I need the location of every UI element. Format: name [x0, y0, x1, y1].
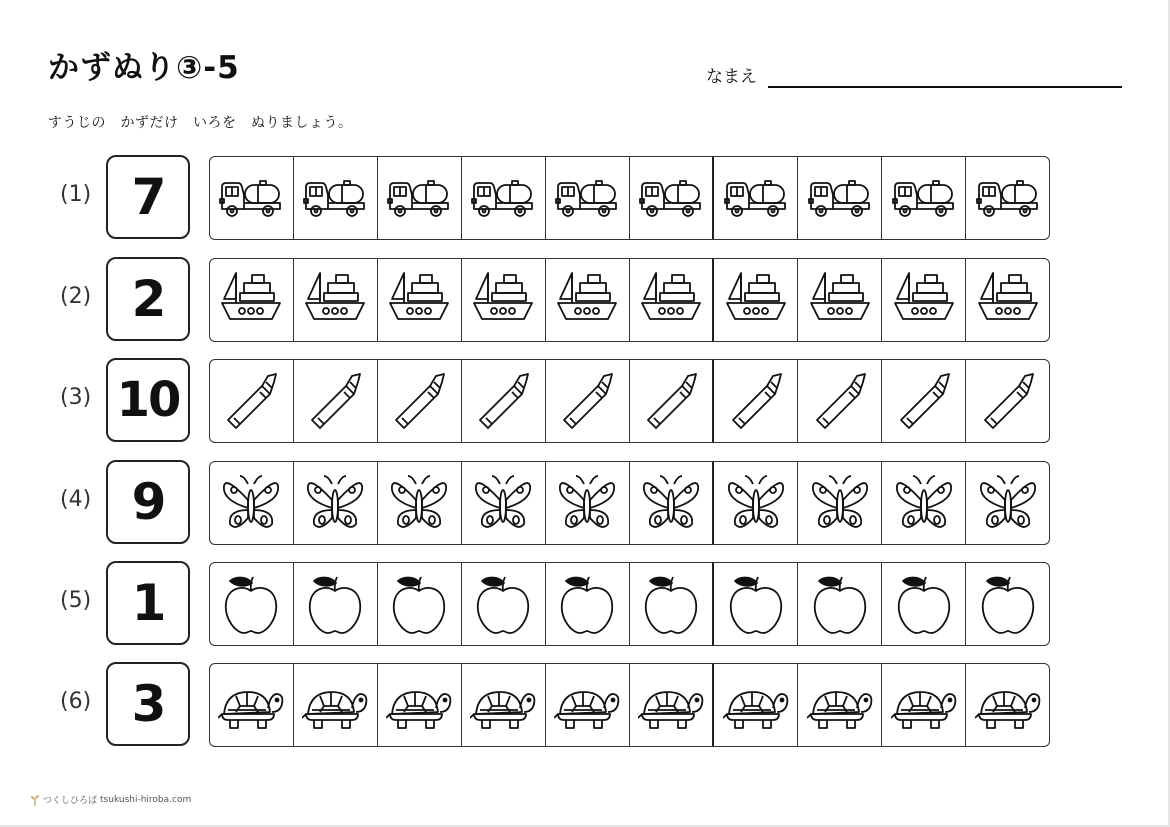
turtle-icon — [807, 672, 873, 738]
color-cell[interactable] — [462, 360, 546, 442]
instruction-text: すうじの かずだけ いろを ぬりましょう。 — [48, 115, 353, 131]
turtle-icon — [554, 672, 620, 738]
exercise-row — [0, 460, 1170, 546]
color-cell[interactable] — [378, 462, 462, 544]
turtle-icon — [470, 672, 536, 738]
tanker-truck-icon — [554, 165, 620, 231]
exercise-row — [0, 155, 1170, 241]
crayon-icon — [386, 368, 452, 434]
color-cell[interactable] — [462, 462, 546, 544]
butterfly-icon — [975, 470, 1041, 536]
apple-icon — [807, 571, 873, 637]
apple-icon — [638, 571, 704, 637]
color-cell[interactable] — [462, 563, 546, 645]
color-cell[interactable] — [798, 462, 882, 544]
color-cell[interactable] — [630, 462, 715, 544]
target-number-box: 1 — [106, 561, 190, 645]
color-cell[interactable] — [714, 664, 798, 746]
ship-icon — [470, 267, 536, 333]
color-cell[interactable] — [378, 664, 462, 746]
picture-cells — [209, 258, 1050, 342]
butterfly-icon — [638, 470, 704, 536]
color-cell[interactable] — [294, 259, 378, 341]
turtle-icon — [638, 672, 704, 738]
color-cell[interactable] — [378, 259, 462, 341]
apple-icon — [386, 571, 452, 637]
color-cell[interactable] — [546, 360, 630, 442]
color-cell[interactable] — [882, 360, 966, 442]
color-cell[interactable] — [882, 563, 966, 645]
crayon-icon — [302, 368, 368, 434]
color-cell[interactable] — [210, 157, 294, 239]
question-label: (2) — [60, 284, 92, 309]
ship-icon — [975, 267, 1041, 333]
target-number-box: 9 — [106, 460, 190, 544]
color-cell[interactable] — [966, 259, 1049, 341]
color-cell[interactable] — [630, 259, 715, 341]
apple-icon — [302, 571, 368, 637]
color-cell[interactable] — [966, 360, 1049, 442]
picture-cells — [209, 359, 1050, 443]
butterfly-icon — [218, 470, 284, 536]
color-cell[interactable] — [882, 664, 966, 746]
tanker-truck-icon — [218, 165, 284, 231]
color-cell[interactable] — [798, 563, 882, 645]
crayon-icon — [975, 368, 1041, 434]
apple-icon — [891, 571, 957, 637]
butterfly-icon — [386, 470, 452, 536]
tanker-truck-icon — [386, 165, 452, 231]
question-label: (5) — [60, 588, 92, 613]
color-cell[interactable] — [210, 360, 294, 442]
crayon-icon — [470, 368, 536, 434]
butterfly-icon — [470, 470, 536, 536]
color-cell[interactable] — [714, 157, 798, 239]
color-cell[interactable] — [546, 664, 630, 746]
ship-icon — [638, 267, 704, 333]
tanker-truck-icon — [891, 165, 957, 231]
color-cell[interactable] — [966, 462, 1049, 544]
color-cell[interactable] — [714, 259, 798, 341]
exercise-row — [0, 358, 1170, 444]
footer — [30, 793, 191, 806]
color-cell[interactable] — [546, 157, 630, 239]
ship-icon — [218, 267, 284, 333]
color-cell[interactable] — [966, 664, 1049, 746]
ship-icon — [807, 267, 873, 333]
turtle-icon — [218, 672, 284, 738]
picture-cells — [209, 663, 1050, 747]
color-cell[interactable] — [630, 664, 715, 746]
tanker-truck-icon — [638, 165, 704, 231]
color-cell[interactable] — [714, 360, 798, 442]
target-number-box: 3 — [106, 662, 190, 746]
target-number-box: 2 — [106, 257, 190, 341]
color-cell[interactable] — [882, 259, 966, 341]
question-label: (3) — [60, 385, 92, 410]
crayon-icon — [638, 368, 704, 434]
ship-icon — [723, 267, 789, 333]
name-write-line[interactable] — [768, 86, 1122, 88]
crayon-icon — [807, 368, 873, 434]
color-cell[interactable] — [630, 157, 715, 239]
target-number-box: 7 — [106, 155, 190, 239]
color-cell[interactable] — [210, 259, 294, 341]
crayon-icon — [891, 368, 957, 434]
color-cell[interactable] — [798, 664, 882, 746]
color-cell[interactable] — [210, 563, 294, 645]
color-cell[interactable] — [294, 360, 378, 442]
question-label: (4) — [60, 487, 92, 512]
color-cell[interactable] — [882, 157, 966, 239]
color-cell[interactable] — [882, 462, 966, 544]
sprout-logo-icon — [30, 794, 40, 806]
tanker-truck-icon — [723, 165, 789, 231]
color-cell[interactable] — [714, 462, 798, 544]
apple-icon — [975, 571, 1041, 637]
exercise-row — [0, 662, 1170, 748]
color-cell[interactable] — [798, 157, 882, 239]
color-cell[interactable] — [294, 664, 378, 746]
tanker-truck-icon — [975, 165, 1041, 231]
color-cell[interactable] — [210, 664, 294, 746]
color-cell[interactable] — [546, 259, 630, 341]
butterfly-icon — [302, 470, 368, 536]
turtle-icon — [975, 672, 1041, 738]
name-area — [706, 60, 1122, 90]
color-cell[interactable] — [462, 259, 546, 341]
butterfly-icon — [554, 470, 620, 536]
exercise-row — [0, 257, 1170, 343]
picture-cells — [209, 461, 1050, 545]
footer-site: tsukushi-hiroba.com — [100, 794, 192, 805]
color-cell[interactable] — [294, 563, 378, 645]
color-cell[interactable] — [714, 563, 798, 645]
footer-brand: つくしひろば — [43, 796, 98, 806]
butterfly-icon — [891, 470, 957, 536]
apple-icon — [723, 571, 789, 637]
color-cell[interactable] — [462, 664, 546, 746]
apple-icon — [470, 571, 536, 637]
color-cell[interactable] — [210, 462, 294, 544]
color-cell[interactable] — [378, 563, 462, 645]
color-cell[interactable] — [462, 157, 546, 239]
picture-cells — [209, 156, 1050, 240]
color-cell[interactable] — [294, 462, 378, 544]
crayon-icon — [218, 368, 284, 434]
question-label: (6) — [60, 689, 92, 714]
worksheet-title: かずぬり③-5 — [48, 50, 240, 86]
color-cell[interactable] — [630, 563, 715, 645]
target-number-box: 10 — [106, 358, 190, 442]
color-cell[interactable] — [378, 360, 462, 442]
color-cell[interactable] — [630, 360, 715, 442]
picture-cells — [209, 562, 1050, 646]
ship-icon — [386, 267, 452, 333]
color-cell[interactable] — [546, 462, 630, 544]
ship-icon — [302, 267, 368, 333]
crayon-icon — [554, 368, 620, 434]
tanker-truck-icon — [807, 165, 873, 231]
turtle-icon — [723, 672, 789, 738]
apple-icon — [218, 571, 284, 637]
color-cell[interactable] — [798, 360, 882, 442]
ship-icon — [891, 267, 957, 333]
color-cell[interactable] — [378, 157, 462, 239]
color-cell[interactable] — [966, 157, 1049, 239]
question-label: (1) — [60, 182, 92, 207]
turtle-icon — [891, 672, 957, 738]
crayon-icon — [723, 368, 789, 434]
color-cell[interactable] — [798, 259, 882, 341]
tanker-truck-icon — [302, 165, 368, 231]
butterfly-icon — [723, 470, 789, 536]
ship-icon — [554, 267, 620, 333]
butterfly-icon — [807, 470, 873, 536]
tanker-truck-icon — [470, 165, 536, 231]
color-cell[interactable] — [294, 157, 378, 239]
name-label: なまえ — [706, 67, 757, 87]
apple-icon — [554, 571, 620, 637]
exercise-row — [0, 561, 1170, 647]
turtle-icon — [302, 672, 368, 738]
color-cell[interactable] — [966, 563, 1049, 645]
turtle-icon — [386, 672, 452, 738]
color-cell[interactable] — [546, 563, 630, 645]
